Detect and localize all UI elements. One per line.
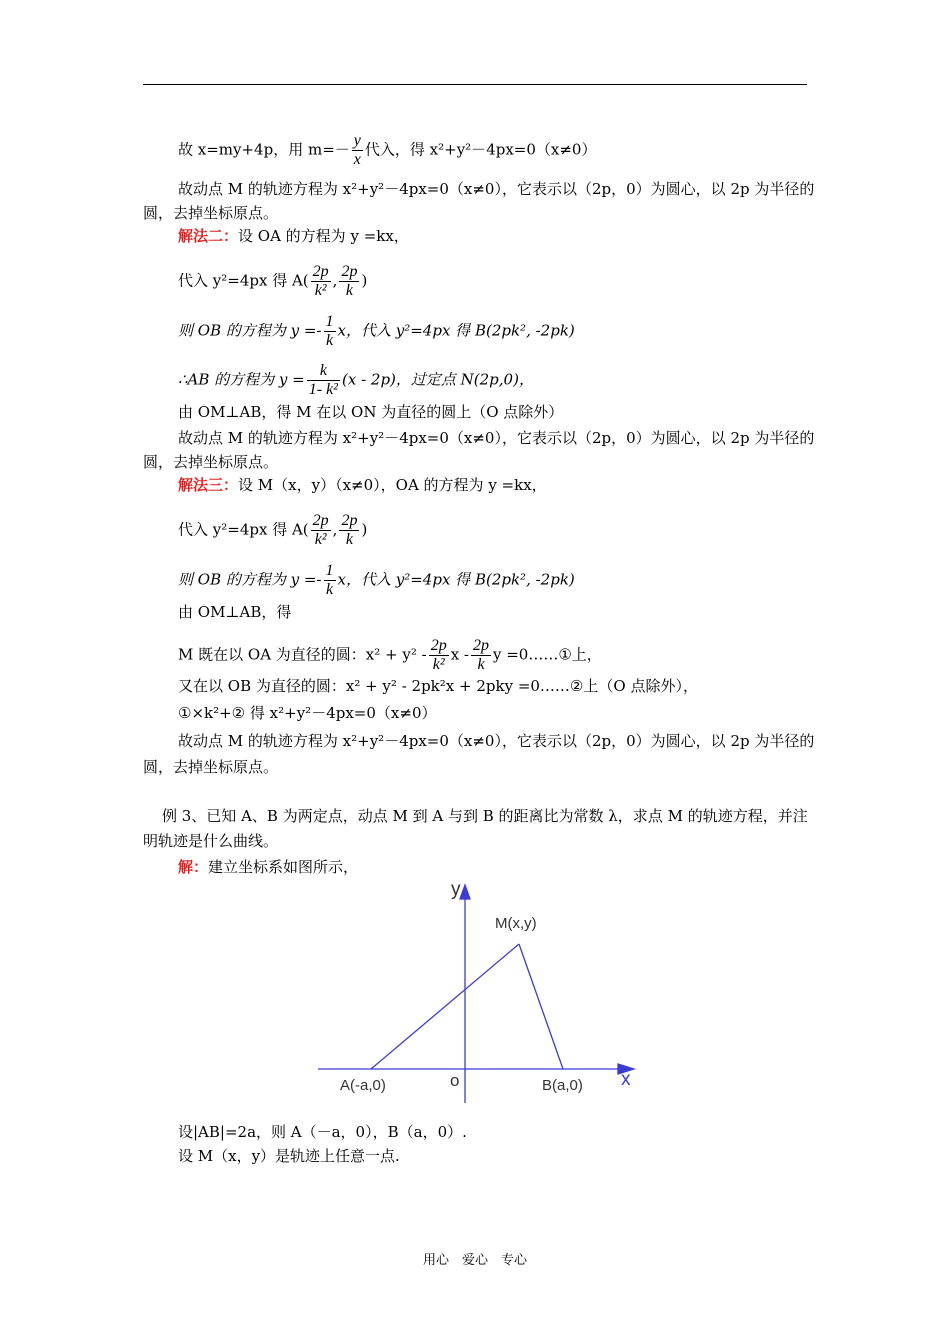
sol2-line3: 则 OB 的方程为 y =- $\frac{1}{k}$ x，代入 y²=4px 得 B(2pk², -2pk) bbox=[178, 313, 575, 349]
after-figure-line2: 设 M（x，y）是轨迹上任意一点. bbox=[178, 1147, 400, 1165]
answer-title: 解： bbox=[178, 858, 209, 876]
y-axis-label: y bbox=[451, 879, 461, 900]
sol3-line1: 解法三：设 M（x，y）（x≠0），OA 的方程为 y =kx， bbox=[178, 476, 547, 494]
sol3-line7: ①×k²+② 得 x²+y²－4px=0（x≠0） bbox=[178, 704, 437, 722]
header-rule bbox=[143, 84, 807, 85]
sol2-title: 解法二： bbox=[178, 227, 239, 245]
sol1-line1: 故 x=my+4p，用 m=－ $\frac{y}{x}$ 代入，得 x²+y²－4px=0（x≠0） bbox=[178, 132, 597, 168]
point-b-label: B(a,0) bbox=[542, 1077, 583, 1094]
sol2-line4: ∴AB 的方程为 y = $\frac{k}{\text{1- k²}}$ (x - 2p)，过定点 N(2p,0)， bbox=[178, 362, 534, 398]
example3-question-1: 例 3、已知 A、B 为两定点，动点 M 到 A 与到 B 的距离比为常数 λ，求点 M 的轨迹方程，并注 bbox=[162, 807, 808, 825]
sol2-line2: 代入 y²=4px 得 A( $\frac{2p}{\text{k²}}$ , $\frac{2p}{k}$ ) bbox=[178, 263, 368, 299]
sol1-conclusion-2: 圆，去掉坐标原点。 bbox=[143, 204, 279, 222]
sol3-line4: 由 OM⊥AB，得 bbox=[178, 603, 292, 621]
sol3-line2: 代入 y²=4px 得 A( $\frac{2p}{\text{k²}}$ , $\frac{2p}{k}$ ) bbox=[178, 512, 368, 548]
example3-answer-intro: 解：建立坐标系如图所示， bbox=[178, 858, 359, 876]
segment-mb bbox=[519, 944, 563, 1069]
sol2-conclusion-1: 故动点 M 的轨迹方程为 x²+y²－4px=0（x≠0），它表示以（2p，0）为圆心，以 2p 为半径的 bbox=[178, 429, 815, 447]
sol3-conclusion-2: 圆，去掉坐标原点。 bbox=[143, 758, 279, 776]
sol2-line1: 解法二：设 OA 的方程为 y =kx， bbox=[178, 227, 409, 245]
sol3-line6: 又在以 OB 为直径的圆：x² + y² - 2pk²x + 2pky =0……②上（O 点除外）， bbox=[178, 677, 698, 695]
x-axis-label: x bbox=[621, 1069, 631, 1090]
sol3-conclusion-1: 故动点 M 的轨迹方程为 x²+y²－4px=0（x≠0），它表示以（2p，0）为圆心，以 2p 为半径的 bbox=[178, 732, 815, 750]
sol2-line5: 由 OM⊥AB，得 M 在以 ON 为直径的圆上（O 点除外） bbox=[178, 403, 564, 421]
segment-am bbox=[371, 944, 519, 1069]
point-m-label: M(x,y) bbox=[495, 915, 537, 932]
point-a-label: A(-a,0) bbox=[340, 1077, 386, 1094]
origin-label: o bbox=[450, 1071, 460, 1090]
sol1-conclusion-1: 故动点 M 的轨迹方程为 x²+y²－4px=0（x≠0），它表示以（2p，0）为圆心，以 2p 为半径的 bbox=[178, 180, 815, 198]
sol3-line3: 则 OB 的方程为 y =- $\frac{1}{k}$ x，代入 y²=4px 得 B(2pk², -2pk) bbox=[178, 562, 575, 598]
coordinate-figure bbox=[318, 873, 640, 1103]
sol2-conclusion-2: 圆，去掉坐标原点。 bbox=[143, 453, 279, 471]
after-figure-line1: 设|AB|=2a，则 A（－a，0），B（a，0）. bbox=[178, 1123, 467, 1141]
example3-question-2: 明轨迹是什么曲线。 bbox=[143, 832, 279, 850]
sol3-line5: M 既在以 OA 为直径的圆：x² + y² - $\frac{2p}{\text{k²}}$ x - $\frac{2p}{k}$ y =0……①上， bbox=[178, 637, 602, 673]
sol3-title: 解法三： bbox=[178, 476, 239, 494]
page-footer: 用心 爱心 专心 bbox=[422, 1253, 527, 1268]
y-axis-arrow bbox=[460, 885, 470, 899]
